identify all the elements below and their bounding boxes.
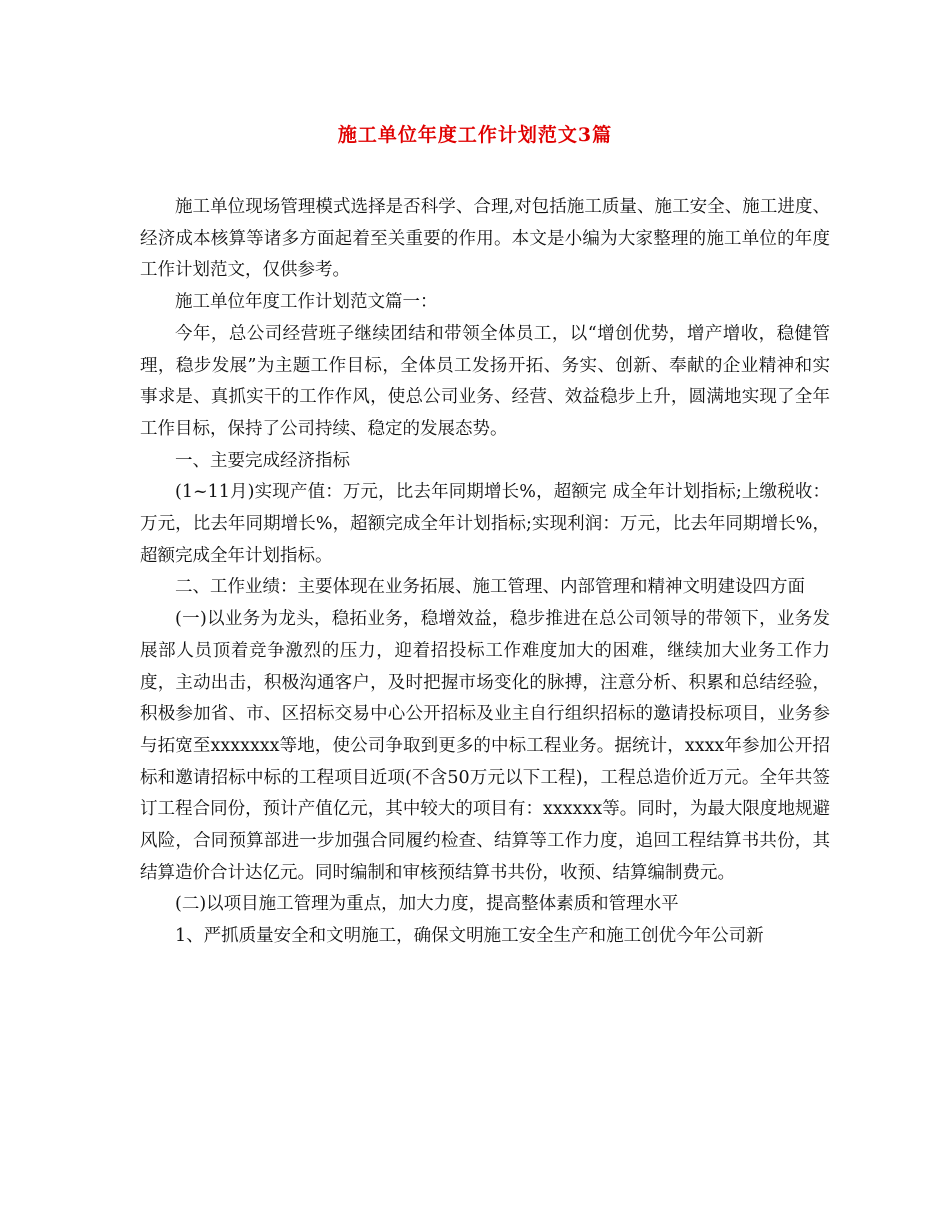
paragraph-heading-part-one: 施工单位年度工作计划范文篇一： bbox=[175, 292, 438, 313]
paragraph-business-expansion: (一)以业务为龙头，稳拓业务，稳增效益，稳步推进在总公司领导的带领下，业务发展部人员顶着竞争激烈的压力，迎着招投标工作难度加大的困难，继续加大业务工作力度，主动出击，积极沟通客户，及时把握市场变化的脉搏，注意分析、积累和总结经验，积极参加省、市、区招标交易中心公开招标及业主自行组织招标的邀请投标项目，业务参与拓宽至xxxxxxx等地，使公司争取到更多的中标工程业务。据统计，xxxx年参加公开招标和邀请招标中标的工程项目近项(不含50万元以下工程)，工程总造价近万元。全年共签订工程合同份，预计产值亿元，其中较大的项目有：xxxxxx等。同时，为最大限度地规避风险，合同预算部进一步加强合同履约检查、结算等工作力度，追回工程结算书共份，其结算造价合计达亿元。同时编制和审核预结算书共份，收预、结算编制费元。 bbox=[140, 609, 830, 883]
paragraph-economic-indicators: (1~11月)实现产值：万元，比去年同期增长%，超额完 成全年计划指标;上缴税收：万元，比去年同期增长%，超额完成全年计划指标;实现利润：万元，比去年同期增长%，超额完成全年计划指标。 bbox=[140, 482, 830, 566]
paragraph-subsection-heading-2: (二)以项目施工管理为重点，加大力度，提高整体素质和管理水平 bbox=[175, 894, 679, 915]
document-title: 施工单位年度工作计划范文3篇 bbox=[337, 124, 613, 146]
paragraph-intro: 施工单位现场管理模式选择是否科学、合理,对包括施工质量、施工安全、施工进度、经济成本核算等诸多方面起着至关重要的作用。本文是小编为大家整理的施工单位的年度工作计划范文，仅供参考。 bbox=[140, 197, 830, 281]
paragraph-section-heading-1: 一、主要完成经济指标 bbox=[175, 450, 350, 471]
paragraph-section-heading-2: 二、工作业绩：主要体现在业务拓展、施工管理、内部管理和精神文明建设四方面 bbox=[175, 577, 805, 598]
paragraph-quality-safety: 1、严抓质量安全和文明施工，确保文明施工安全生产和施工创优今年公司新 bbox=[175, 926, 764, 947]
paragraph-summary: 今年，总公司经营班子继续团结和带领全体员工，以“增创优势，增产增收，稳健管理，稳步发展”为主题工作目标，全体员工发扬开拓、务实、创新、奉献的企业精神和实事求是、真抓实干的工作作风，使总公司业务、经营、效益稳步上升，圆满地实现了全年工作目标，保持了公司持续、稳定的发展态势。 bbox=[140, 323, 830, 439]
document-body bbox=[140, 192, 830, 953]
